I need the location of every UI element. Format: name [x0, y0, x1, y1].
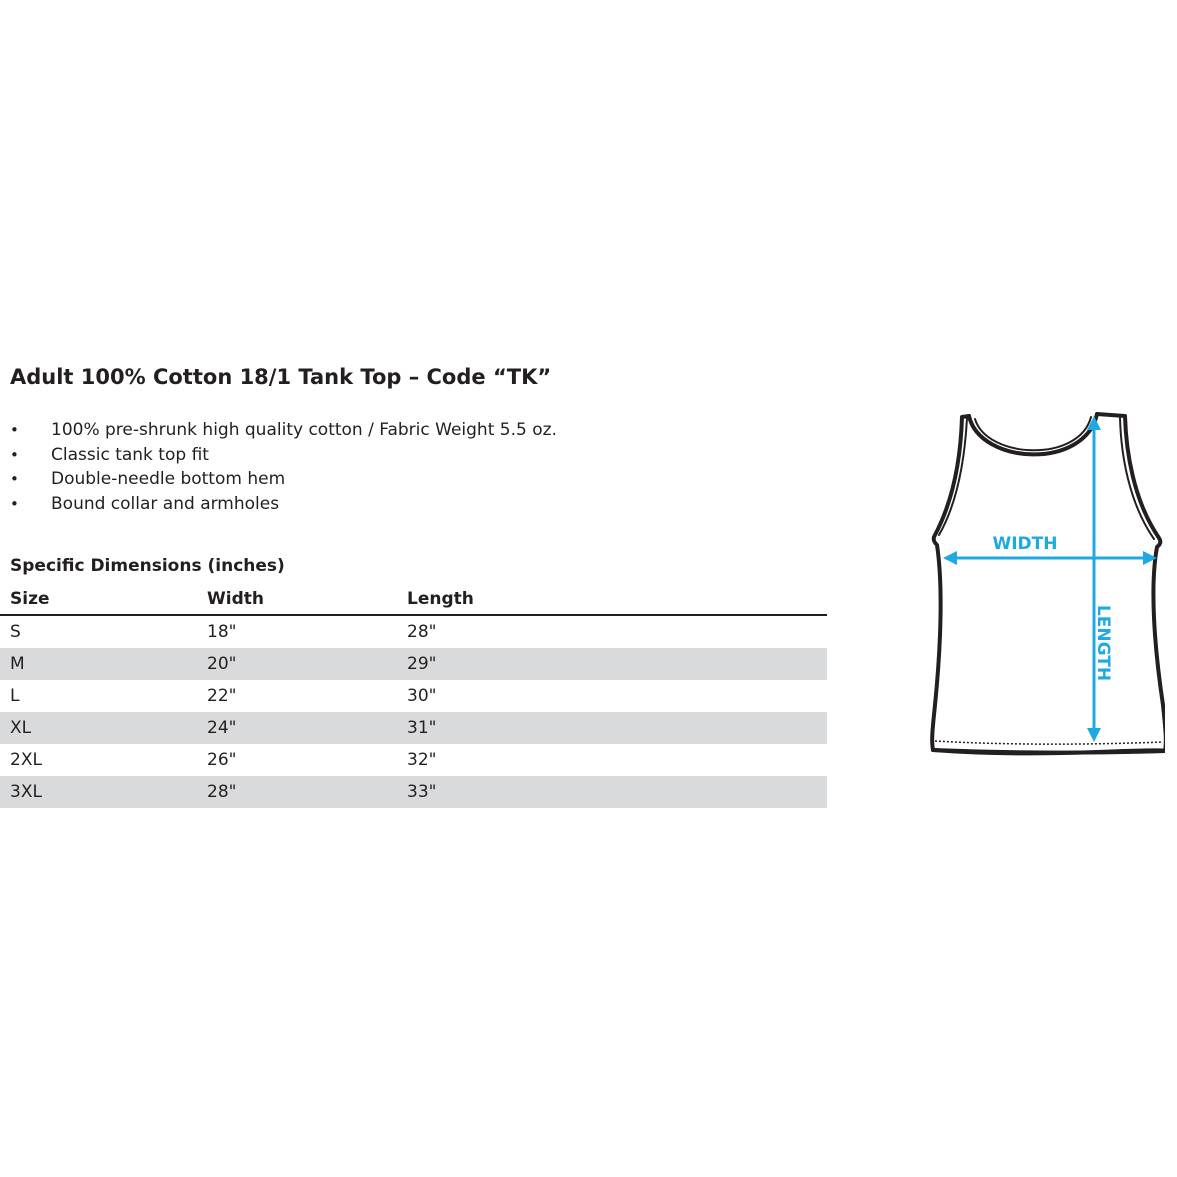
table-row: [0, 616, 827, 648]
bullet-icon: •: [10, 495, 19, 514]
column-header-length: Length: [407, 589, 474, 609]
length-cell: 32": [407, 750, 437, 770]
size-cell: M: [10, 654, 25, 674]
width-arrow-left-head: [943, 551, 957, 565]
tank-top-outline-right: [933, 414, 1165, 753]
table-row: [0, 712, 827, 744]
table-row: [0, 744, 827, 776]
width-cell: 18": [207, 622, 237, 642]
length-label: LENGTH: [1093, 604, 1113, 682]
width-cell: 24": [207, 718, 237, 738]
size-cell: L: [10, 686, 20, 706]
length-arrow-bottom-head: [1087, 728, 1101, 742]
feature-text: Classic tank top fit: [51, 444, 209, 465]
size-cell: S: [10, 622, 21, 642]
table-row: [0, 776, 827, 808]
length-cell: 28": [407, 622, 437, 642]
hem-stitch: [935, 741, 1163, 744]
width-cell: 26": [207, 750, 237, 770]
tank-top-diagram: [925, 405, 1165, 760]
column-header-size: Size: [10, 589, 50, 609]
length-cell: 29": [407, 654, 437, 674]
size-cell: XL: [10, 718, 32, 738]
neckline: [969, 414, 1097, 454]
bullet-icon: •: [10, 470, 19, 489]
feature-text: Bound collar and armholes: [51, 494, 280, 515]
size-table: [0, 585, 827, 808]
table-row: [0, 680, 827, 712]
length-cell: 30": [407, 686, 437, 706]
feature-text: Double-needle bottom hem: [51, 469, 286, 490]
product-title: Adult 100% Cotton 18/1 Tank Top – Code “TK”: [10, 365, 552, 389]
bullet-icon: •: [10, 421, 19, 439]
size-cell: 3XL: [10, 782, 42, 802]
width-cell: 20": [207, 654, 237, 674]
length-cell: 33": [407, 782, 437, 802]
feature-text: 100% pre-shrunk high quality cotton / Fabric Weight 5.5 oz.: [51, 420, 557, 440]
length-cell: 31": [407, 718, 437, 738]
table-header: [0, 585, 827, 616]
width-cell: 22": [207, 686, 237, 706]
dimensions-heading: Specific Dimensions (inches): [10, 556, 285, 576]
width-label: WIDTH: [992, 534, 1058, 554]
tank-top-icon: [925, 405, 1165, 760]
bullet-icon: •: [10, 445, 19, 464]
table-row: [0, 648, 827, 680]
column-header-width: Width: [207, 589, 264, 609]
size-cell: 2XL: [10, 750, 42, 770]
width-cell: 28": [207, 782, 237, 802]
